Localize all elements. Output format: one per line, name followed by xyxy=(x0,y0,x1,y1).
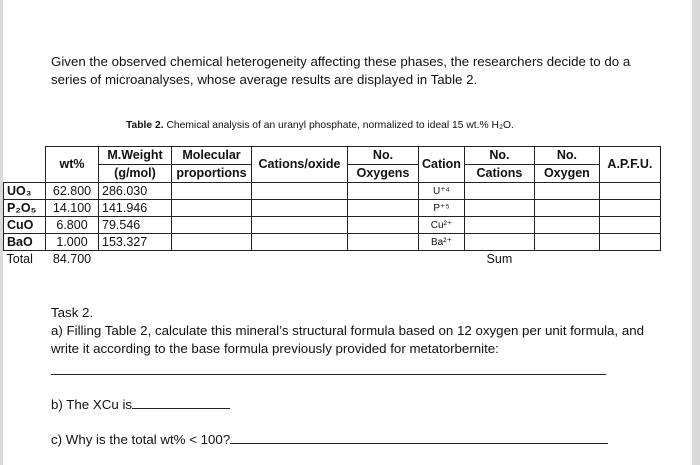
header-no-oxygens-1: No. xyxy=(348,147,419,165)
mp-cell[interactable] xyxy=(172,183,252,200)
total-value: 84.700 xyxy=(52,251,92,266)
table-row xyxy=(4,183,661,200)
no-oxygens-cell[interactable] xyxy=(348,217,419,234)
table-caption-label: Table 2. xyxy=(126,120,164,131)
table-total-row xyxy=(4,251,661,268)
no-oxygen-cell[interactable] xyxy=(534,234,599,251)
oxide-cell: UO₃ xyxy=(4,183,46,200)
no-cations-cell[interactable] xyxy=(464,234,534,251)
header-wt: wt% xyxy=(46,147,99,183)
wt-cell: 6.800 xyxy=(46,217,99,234)
oxide-cell: P₂O₅ xyxy=(4,200,46,217)
mw-cell: 79.546 xyxy=(99,217,172,234)
task-question-b-row xyxy=(51,396,230,412)
sum-label: Sum xyxy=(486,251,513,266)
cations-oxide-cell[interactable] xyxy=(252,234,348,251)
wt-cell: 14.100 xyxy=(46,200,99,217)
table-row xyxy=(4,234,661,251)
table-caption-text: Chemical analysis of an uranyl phosphate, normalized to ideal 15 wt.% H₂O. xyxy=(163,120,514,131)
task-title: Task 2. xyxy=(51,305,94,320)
total-label: Total xyxy=(6,251,33,266)
header-cation: Cation xyxy=(419,147,465,183)
table-caption xyxy=(126,120,514,131)
header-no-cations-2: Cations xyxy=(464,165,534,183)
mw-cell: 286.030 xyxy=(99,183,172,200)
apfu-cell[interactable] xyxy=(599,183,660,200)
header-mp-1: Molecular xyxy=(172,147,252,165)
cation-cell: P⁺⁵ xyxy=(419,200,465,217)
answer-blank-b[interactable] xyxy=(132,396,230,409)
cations-oxide-cell[interactable] xyxy=(252,183,348,200)
header-mw-1: M.Weight xyxy=(99,147,172,165)
table-row xyxy=(4,217,661,234)
mp-cell[interactable] xyxy=(172,217,252,234)
wt-cell: 62.800 xyxy=(46,183,99,200)
no-oxygen-cell[interactable] xyxy=(534,200,599,217)
table-row xyxy=(4,200,661,217)
no-oxygens-cell[interactable] xyxy=(348,234,419,251)
no-oxygen-cell[interactable] xyxy=(534,217,599,234)
task-question-a: a) Filling Table 2, calculate this mineral’s structural formula based on 12 oxygen per unit formula, and write it according to the base formula previously provided for metatorbernite: xyxy=(51,323,645,356)
header-empty-corner-2 xyxy=(4,165,46,183)
mw-cell: 153.327 xyxy=(99,234,172,251)
wt-cell: 1.000 xyxy=(46,234,99,251)
answer-blank-c[interactable] xyxy=(230,431,608,444)
no-cations-cell[interactable] xyxy=(464,183,534,200)
mp-cell[interactable] xyxy=(172,200,252,217)
cation-cell: Ba²⁺ xyxy=(419,234,465,251)
header-no-oxygen-1: No. xyxy=(534,147,599,165)
header-mp-2: proportions xyxy=(172,165,252,183)
intro-paragraph: Given the observed chemical heterogeneity affecting these phases, the researchers decide to do a series of microanalyses, whose average results are displayed in Table 2. xyxy=(51,54,631,87)
cation-cell: U⁺⁴ xyxy=(419,183,465,200)
no-oxygens-cell[interactable] xyxy=(348,183,419,200)
answer-line-a[interactable] xyxy=(51,374,606,375)
no-cations-cell[interactable] xyxy=(464,217,534,234)
table-header-row-1 xyxy=(4,147,661,165)
oxide-cell: CuO xyxy=(4,217,46,234)
no-cations-cell[interactable] xyxy=(464,200,534,217)
cations-oxide-cell[interactable] xyxy=(252,200,348,217)
header-empty-corner xyxy=(4,147,46,165)
header-apfu: A.P.F.U. xyxy=(599,147,660,183)
no-oxygen-cell[interactable] xyxy=(534,183,599,200)
header-no-oxygen-2: Oxygen xyxy=(534,165,599,183)
task-block xyxy=(51,304,651,358)
header-no-cations-1: No. xyxy=(464,147,534,165)
no-oxygens-cell[interactable] xyxy=(348,200,419,217)
task-question-c-row xyxy=(51,431,608,447)
mp-cell[interactable] xyxy=(172,234,252,251)
analysis-table xyxy=(3,146,661,267)
header-cations-oxide: Cations/oxide xyxy=(252,147,348,183)
task-question-b: b) The XCu is xyxy=(51,397,133,412)
header-no-oxygens-2: Oxygens xyxy=(348,165,419,183)
right-edge-strip xyxy=(692,0,700,465)
oxide-cell: BaO xyxy=(4,234,46,251)
mw-cell: 141.946 xyxy=(99,200,172,217)
apfu-cell[interactable] xyxy=(599,200,660,217)
header-mw-2: (g/mol) xyxy=(99,165,172,183)
cation-cell: Cu²⁺ xyxy=(419,217,465,234)
cations-oxide-cell[interactable] xyxy=(252,217,348,234)
task-question-c: c) Why is the total wt% < 100? xyxy=(51,432,231,447)
apfu-cell[interactable] xyxy=(599,234,660,251)
apfu-cell[interactable] xyxy=(599,217,660,234)
